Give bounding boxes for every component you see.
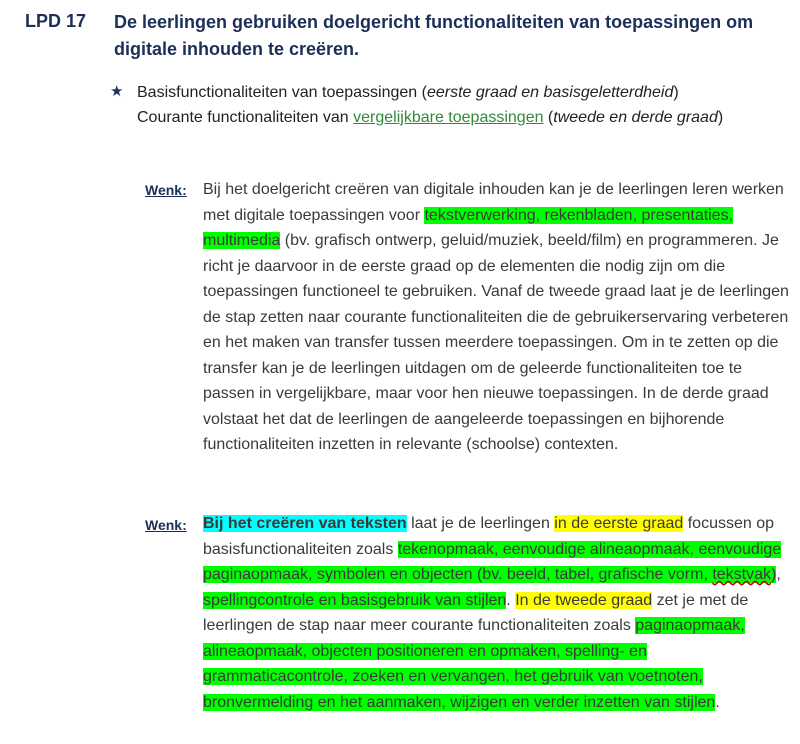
wenk2-text-2: focussen op basisfunctionaliteiten zoals [203,515,775,558]
wenk1-highlight-1: tekstverwerking, rekenbladen, presentaties, multimedia [203,206,734,249]
wenk-text-2 [203,511,793,715]
wenk2-text-5: zet je met de leerlingen de stap naar meer courante functionaliteiten zoals [203,591,749,634]
wenk2-highlight-yellow-2: In de tweede graad [515,591,653,609]
wenk2-text-1: laat je de leerlingen [406,515,555,532]
wenk2-text-3: , [776,566,781,583]
scope-line1-italic: eerste graad en basisgeletterdheid [426,84,674,101]
wenk2-highlight-green-1: tekenopmaak, eenvoudige alineaopmaak, eenvoudige paginaopmaak, symbolen en objecten (bv. beeld, tabel, grafische vorm, [203,540,782,583]
scope-line2-mid: ( [543,109,554,126]
wenk1-text-1: Bij het doelgericht creëren van digitale inhouden kan je de leerlingen leren werken met digitale toepassingen voor [203,181,784,224]
wenk-label-1[interactable]: Wenk: [145,182,187,198]
star-icon: ★ [110,83,124,100]
wenk-label-2[interactable]: Wenk: [145,517,187,533]
wenk2-highlight-green-1-end: ) [771,566,777,583]
wenk2-highlight-cyan: Bij het creëren van teksten [203,515,407,532]
wenk-text-1 [203,177,793,458]
scope-line1-close: ) [673,84,679,101]
scope-line2-text: Courante functionaliteiten van [137,109,354,126]
vergelijkbare-toepassingen-link[interactable]: vergelijkbare toepassingen [353,109,544,126]
wenk1-text-2: (bv. grafisch ontwerp, geluid/muziek, beeld/film) en programmeren. Je richt je daarvoor in de eerste graad op de elementen die nodig zijn om die toepassingen functioneel te gebruiken. Vanaf de tweede graad laat je de leerlingen de stap zetten naar courante functionaliteiten die de gebruikerservaring verbeteren en het maken van transfer tussen meerdere toepassingen. Om in te zetten op die transfer kan je de leerlingen uitdagen om de geleerde functionaliteiten toe te passen in vergelijkbare, maar voor hen nieuwe toepassingen. In de derde graad volstaat het dat de leerlingen de aangeleerde toepassingen en bijhorende functionaliteiten inzetten in relevante (schoolse) contexten. [203,232,789,453]
wenk2-text-6: . [715,693,720,711]
lpd-title: De leerlingen gebruiken doelgericht functionaliteiten van toepassingen om digitale inhouden te creëren. [114,12,754,59]
scope-line2-close: ) [717,109,724,126]
wenk2-highlight-yellow-1: in de eerste graad [554,515,684,532]
wenk2-text-4: . [506,591,516,609]
scope-line1-text: Basisfunctionaliteiten van toepassingen ( [137,84,427,101]
wenk2-spellcheck-word: tekstvak [712,566,772,583]
scope-line2-italic: tweede en derde graad [553,109,718,126]
wenk2-highlight-green-3: paginaopmaak, alineaopmaak, objecten positioneren en opmaken, spelling- en grammaticacontrole, zoeken en vervangen, het gebruik van voetnoten, bronvermelding en het aanmaken, wijzigen en verder inzetten van stijlen [203,617,745,711]
lpd-code: LPD 17 [25,11,87,31]
wenk2-highlight-green-2: spellingcontrole en basisgebruik van stijlen [203,591,507,609]
scope-statement [137,80,787,130]
